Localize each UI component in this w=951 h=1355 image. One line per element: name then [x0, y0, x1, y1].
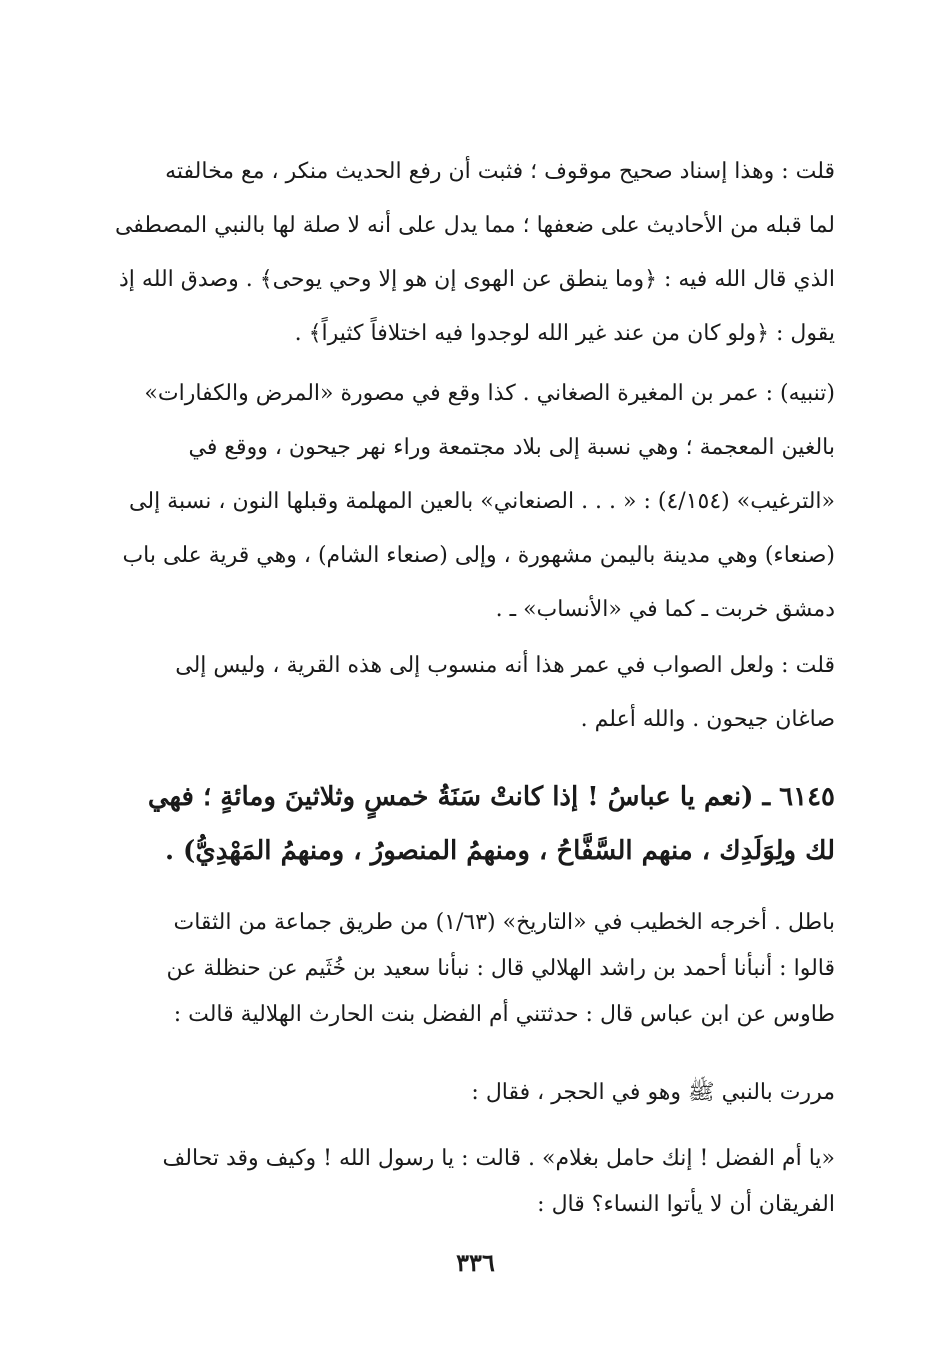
text-line: لك ولِوَلَدِك ، منهم السَّفَّاحُ ، ومنهمُ المنصورُ ، ومنهمُ المَهْدِيُّ) .	[164, 836, 835, 866]
hadith-text	[95, 770, 835, 878]
text-line: قلت : ولعل الصواب في عمر هذا أنه منسوب إلى هذه القرية ، وليس إلى	[175, 653, 835, 678]
text-line: قلت : وهذا إسناد صحيح موقوف ؛ فثبت أن رفع الحديث منكر ، مع مخالفته	[165, 159, 835, 184]
text-line: بالغين المعجمة ؛ وهي نسبة إلى بلاد مجتمعة وراء نهر جيحون ، ووقع في	[188, 435, 835, 460]
text-line: طاوس عن ابن عباس قال : حدثتني أم الفضل بنت الحارث الهلالية قالت :	[173, 1002, 835, 1027]
paragraph-commentary	[95, 145, 835, 361]
paragraph-narration	[95, 1066, 835, 1120]
text-line: (صنعاء) وهي مدينة باليمن مشهورة ، وإلى (صنعاء الشام) ، وهي قرية على باب	[122, 543, 835, 568]
text-line: صاغان جيحون . والله أعلم .	[580, 707, 835, 732]
paragraph-conclusion	[95, 639, 835, 747]
paragraph-note	[95, 367, 835, 637]
paragraph-dialogue	[95, 1136, 835, 1228]
text-line: ٦١٤٥ ـ (نعم يا عباسُ ! إذا كانتْ سَنَةُ خمسٍ وثلاثينَ ومائةٍ ؛ فهي	[147, 782, 835, 812]
text-line: «الترغيب» (٤/١٥٤) : « . . . الصنعاني» بالعين المهلمة وقبلها النون ، نسبة إلى	[129, 489, 835, 514]
text-line: باطل . أخرجه الخطيب في «التاريخ» (١/٦٣) من طريق جماعة من الثقات	[173, 910, 835, 935]
text-line: قالوا : أنبأنا أحمد بن راشد الهلالي قال : نبأنا سعيد بن خُثَيم عن حنظلة عن	[166, 956, 835, 981]
text-line: الفريقان أن لا يأتوا النساء؟ قال :	[537, 1192, 835, 1217]
paragraph-takhrij	[95, 900, 835, 1038]
text-line: (تنبيه) : عمر بن المغيرة الصغاني . كذا وقع في مصورة «المرض والكفارات»	[144, 381, 835, 406]
text-line: يقول : ﴿ولو كان من عند غير الله لوجدوا فيه اختلافاً كثيراً﴾ .	[294, 321, 835, 346]
text-line: مررت بالنبي ﷺ وهو في الحجر ، فقال :	[471, 1080, 835, 1105]
page-number: ٣٣٦	[456, 1248, 495, 1277]
text-line: لما قبله من الأحاديث على ضعفها ؛ مما يدل على أنه لا صلة لها بالنبي المصطفى	[114, 213, 835, 238]
text-line: «يا أم الفضل ! إنك حامل بغلام» . قالت : يا رسول الله ! وكيف وقد تحالف	[162, 1146, 835, 1171]
text-line: الذي قال الله فيه : ﴿وما ينطق عن الهوى إن هو إلا وحي يوحى﴾ . وصدق الله إذ	[119, 267, 835, 292]
text-line: دمشق خربت ـ كما في «الأنساب» ـ .	[495, 597, 835, 622]
